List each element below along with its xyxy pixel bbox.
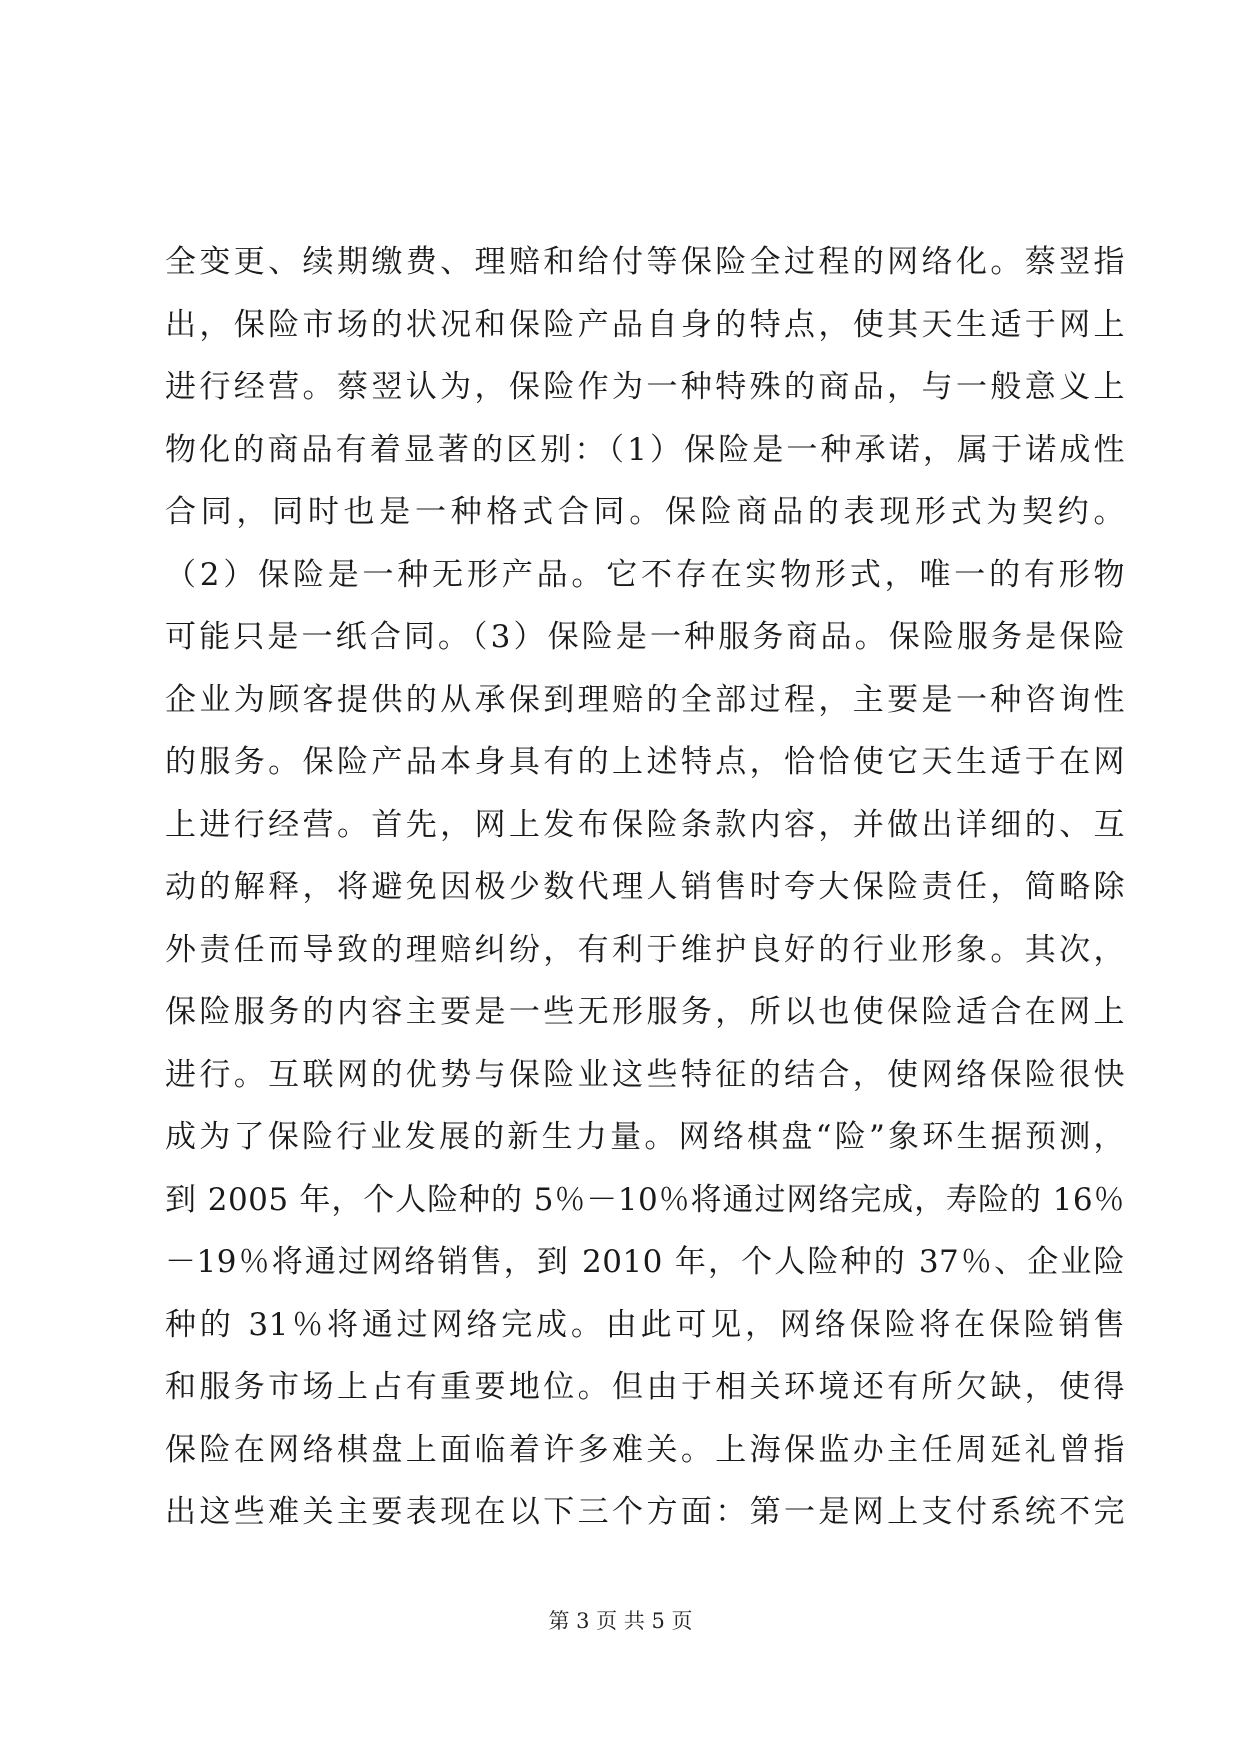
body-text [165,231,1125,1544]
text-line-12: 外责任而导致的理赔纠纷，有利于维护良好的行业形象。其次， [165,931,1125,968]
page-footer: 第 3 页 共 5 页 [548,1609,693,1633]
text-line-16: 到 2005 年，个人险种的 5％－10％将通过网络完成，寿险的 16％ [165,1181,1125,1218]
text-line-8: 企业为顾客提供的从承保到理赔的全部过程，主要是一种咨询性 [165,681,1125,718]
text-line-5: 合同，同时也是一种格式合同。保险商品的表现形式为契约。 [165,494,1125,530]
text-line-7: 可能只是一纸合同。（3）保险是一种服务商品。保险服务是保险 [165,619,1125,655]
text-line-3: 进行经营。蔡翌认为，保险作为一种特殊的商品，与一般意义上 [165,369,1125,405]
text-line-20: 保险在网络棋盘上面临着许多难关。上海保监办主任周延礼曾指 [165,1431,1125,1468]
text-line-15: 成为了保险行业发展的新生力量。网络棋盘“险”象环生据预测， [165,1119,1125,1155]
text-line-10: 上进行经营。首先，网上发布保险条款内容，并做出详细的、互 [165,806,1125,843]
text-line-9: 的服务。保险产品本身具有的上述特点，恰恰使它天生适于在网 [165,744,1125,780]
text-line-1: 全变更、续期缴费、理赔和给付等保险全过程的网络化。蔡翌指 [165,244,1125,280]
text-line-17: －19％将通过网络销售，到 2010 年，个人险种的 37％、企业险 [165,1244,1125,1280]
text-line-4: 物化的商品有着显著的区别：（1）保险是一种承诺，属于诺成性 [165,431,1125,468]
text-line-14: 进行。互联网的优势与保险业这些特征的结合，使网络保险很快 [165,1056,1125,1093]
text-line-18: 种的 31％将通过网络完成。由此可见，网络保险将在保险销售 [165,1306,1125,1343]
text-line-19: 和服务市场上占有重要地位。但由于相关环境还有所欠缺，使得 [165,1369,1125,1405]
text-line-6: （2）保险是一种无形产品。它不存在实物形式，唯一的有形物 [165,556,1125,593]
text-line-11: 动的解释，将避免因极少数代理人销售时夸大保险责任，简略除 [165,869,1125,905]
text-line-2: 出，保险市场的状况和保险产品自身的特点，使其天生适于网上 [165,306,1125,343]
text-line-21: 出这些难关主要表现在以下三个方面：第一是网上支付系统不完 [165,1494,1125,1530]
text-line-13: 保险服务的内容主要是一些无形服务，所以也使保险适合在网上 [165,994,1125,1030]
